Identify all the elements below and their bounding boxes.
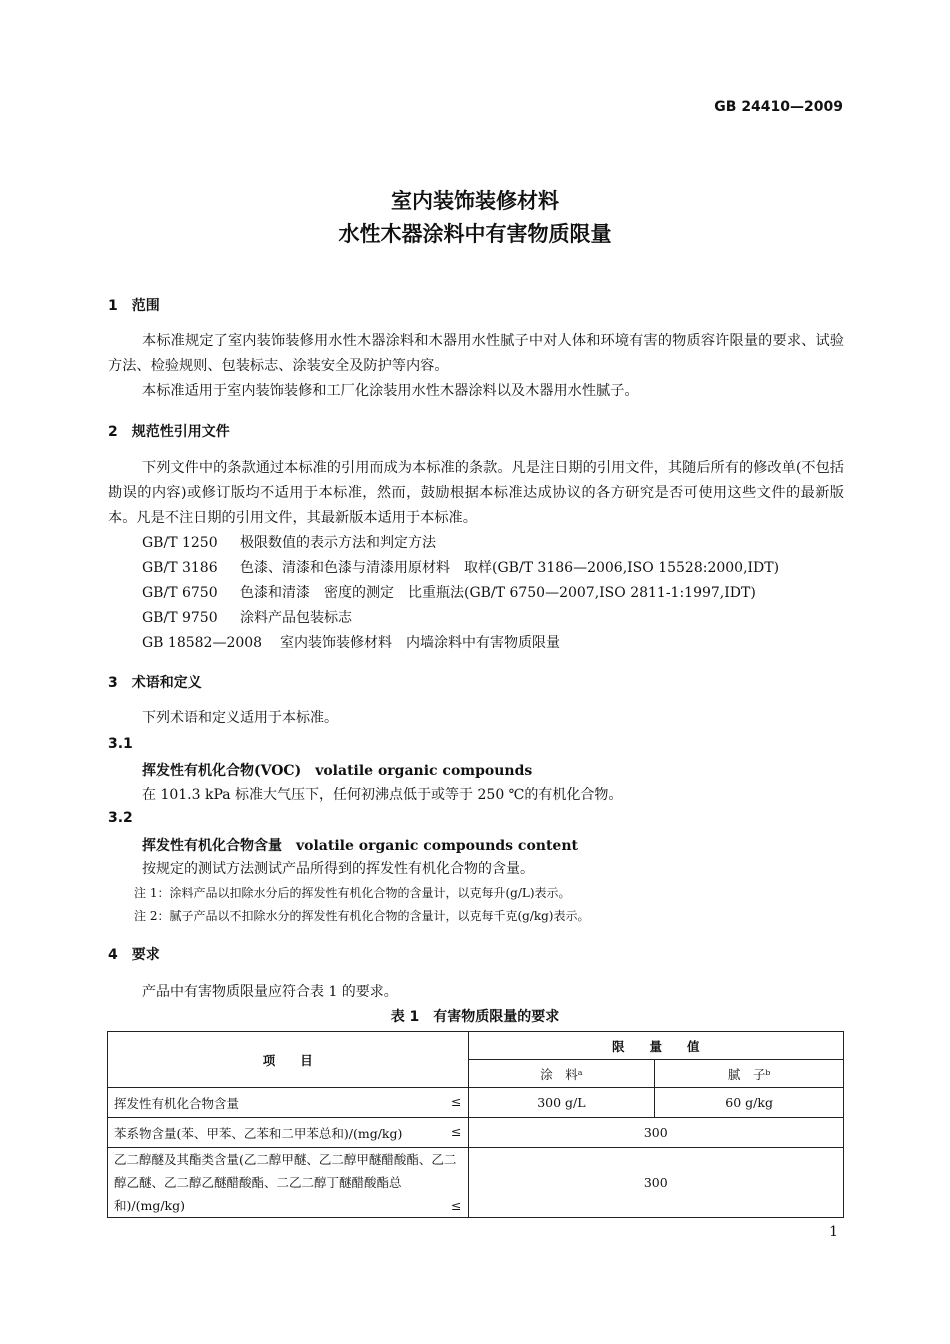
lte-symbol: ≤	[451, 1198, 462, 1213]
reference-item	[142, 532, 436, 552]
lte-symbol: ≤	[451, 1123, 462, 1139]
row-item	[108, 1118, 469, 1148]
term-title: 挥发性有机化合物(VOC) volatile organic compounds	[142, 763, 533, 779]
term-number: 3.2	[108, 810, 133, 826]
header-putty: 腻 子ᵇ	[655, 1060, 844, 1088]
reference-item	[142, 607, 352, 627]
lte-symbol: ≤	[451, 1093, 462, 1109]
title-line-1: 室内装饰装修材料	[391, 189, 559, 213]
section-3-heading	[108, 672, 202, 692]
section-title: 规范性引用文件	[131, 424, 230, 440]
section-4-paragraph: 产品中有害物质限量应符合表 1 的要求。	[142, 984, 398, 1000]
row-value: 300	[468, 1148, 843, 1218]
section-number: 3	[108, 675, 118, 691]
section-title: 范围	[131, 298, 160, 314]
section-4-heading	[108, 944, 160, 964]
section-number: 4	[108, 947, 118, 963]
reference-code: GB/T 6750	[142, 585, 218, 601]
row-item-text: 苯系物含量(苯、甲苯、乙苯和二甲苯总和)/(mg/kg)	[114, 1125, 403, 1141]
row-putty-value: 60 g/kg	[655, 1088, 844, 1118]
reference-item	[142, 557, 779, 577]
page-number: 1	[829, 1224, 838, 1240]
note-2: 注 2：腻子产品以不扣除水分的挥发性有机化合物的含量计，以克每千克(g/kg)表示。	[134, 909, 590, 923]
section-title: 要求	[131, 947, 160, 963]
row-value: 300	[468, 1118, 843, 1148]
section-3-intro: 下列术语和定义适用于本标准。	[142, 710, 338, 726]
reference-title: 涂料产品包装标志	[240, 610, 352, 626]
section-2-heading	[108, 421, 230, 441]
reference-title: 色漆和清漆 密度的测定 比重瓶法(GB/T 6750—2007,ISO 2811-1:1997,IDT)	[240, 585, 756, 601]
table-header-row	[108, 1032, 844, 1060]
header-coating: 涂 料ᵃ	[468, 1060, 655, 1088]
note-1: 注 1：涂料产品以扣除水分后的挥发性有机化合物的含量计，以克每升(g/L)表示。	[134, 886, 571, 900]
table-row	[108, 1118, 844, 1148]
reference-code: GB/T 9750	[142, 610, 218, 626]
limits-table	[107, 1031, 844, 1218]
section-title: 术语和定义	[131, 675, 202, 691]
section-number: 1	[108, 298, 118, 314]
reference-code: GB/T 3186	[142, 560, 218, 576]
title-line-2: 水性木器涂料中有害物质限量	[338, 222, 612, 246]
section-2-paragraph-1: 下列文件中的条款通过本标准的引用而成为本标准的条款。凡是注日期的引用文件，其随后所有的修改单(不包括勘误的内容)或修订版均不适用于本标准，然而，鼓励根据本标准达成协议的各方研究是否可使用这些文件的最新版本。凡是不注日期的引用文件，其最新版本适用于本标准。	[108, 460, 844, 526]
header-item: 项 目	[108, 1032, 469, 1088]
term-definition: 在 101.3 kPa 标准大气压下，任何初沸点低于或等于 250 ℃的有机化合物。	[142, 787, 623, 803]
reference-title: 色漆、清漆和色漆与清漆用原材料 取样(GB/T 3186—2006,ISO 15528:2000,IDT)	[240, 560, 780, 576]
table-row	[108, 1148, 844, 1218]
row-item	[108, 1148, 469, 1218]
section-1-heading	[108, 295, 160, 315]
row-item	[108, 1088, 469, 1118]
reference-title: 室内装饰装修材料 内墙涂料中有害物质限量	[280, 635, 560, 651]
reference-code: GB 18582—2008	[142, 635, 263, 651]
reference-title: 极限数值的表示方法和判定方法	[240, 535, 436, 551]
table-row	[108, 1088, 844, 1118]
section-1-paragraph-2: 本标准适用于室内装饰装修和工厂化涂装用水性木器涂料以及木器用水性腻子。	[142, 383, 639, 399]
term-number: 3.1	[108, 736, 133, 752]
reference-code: GB/T 1250	[142, 535, 218, 551]
header-limit-value: 限 量 值	[468, 1032, 843, 1060]
row-item-text: 乙二醇醚及其酯类含量(乙二醇甲醚、乙二醇甲醚醋酸酯、乙二醇乙醚、乙二醇乙醚醋酸酯、二乙二醇丁醚醋酸酯总和)/(mg/kg)	[114, 1152, 457, 1213]
section-number: 2	[108, 424, 118, 440]
reference-item	[142, 632, 560, 652]
document-number: GB 24410—2009	[714, 99, 843, 115]
table-caption: 表 1 有害物质限量的要求	[390, 1009, 560, 1025]
row-coating-value: 300 g/L	[468, 1088, 655, 1118]
term-definition: 按规定的测试方法测试产品所得到的挥发性有机化合物的含量。	[142, 861, 534, 877]
section-1-paragraph-1: 本标准规定了室内装饰装修用水性木器涂料和木器用水性腻子中对人体和环境有害的物质容许限量的要求、试验方法、检验规则、包装标志、涂装安全及防护等内容。	[108, 333, 844, 374]
row-item-text: 挥发性有机化合物含量	[114, 1095, 240, 1111]
reference-item	[142, 582, 756, 602]
term-title: 挥发性有机化合物含量 volatile organic compounds content	[142, 838, 578, 854]
